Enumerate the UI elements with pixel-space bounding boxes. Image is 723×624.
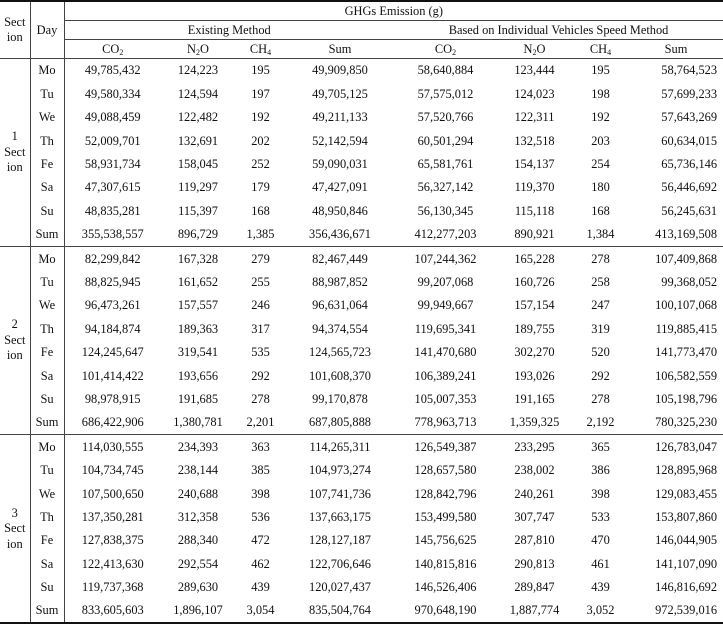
section-label-part: ion <box>6 348 23 363</box>
existing-sum-cell: 59,090,031 <box>312 157 368 172</box>
table-row <box>0 294 723 317</box>
table-row <box>0 199 723 222</box>
existing-n2o-cell: 292,554 <box>177 556 219 571</box>
individual-co2-cell: 105,007,353 <box>414 391 477 406</box>
existing-sum-cell: 49,705,125 <box>312 86 368 101</box>
existing-ch4-cell: 398 <box>251 486 270 501</box>
table-row <box>0 411 723 435</box>
existing-ch4-cell: 279 <box>251 251 270 266</box>
individual-n2o-cell: 1,359,325 <box>497 411 572 435</box>
existing-ch4-cell: 202 <box>251 133 270 148</box>
individual-n2o-cell: 240,261 <box>514 486 555 501</box>
individual-sum-cell: 56,245,631 <box>661 203 718 218</box>
day-cell: Sum <box>30 223 64 247</box>
individual-co2-cell: 412,277,203 <box>394 223 497 247</box>
individual-sum-cell: 780,325,230 <box>629 411 723 435</box>
day-cell: Tu <box>30 271 64 294</box>
individual-ch4-cell: 3,052 <box>572 599 629 623</box>
individual-n2o-cell: 287,810 <box>514 533 555 548</box>
day-cell: We <box>30 106 64 129</box>
existing-sum-cell: 137,663,175 <box>309 509 371 524</box>
individual-n2o-cell: 132,518 <box>514 133 555 148</box>
table-row <box>0 82 723 105</box>
individual-co2-cell: 970,648,190 <box>394 599 497 623</box>
individual-sum-cell: 60,634,015 <box>661 133 718 148</box>
table-row <box>0 529 723 552</box>
existing-n2o-cell: 1,380,781 <box>161 411 235 435</box>
individual-n2o-cell: 124,023 <box>514 86 555 101</box>
individual-co2-cell: 106,389,241 <box>414 368 477 383</box>
individual-ch4-cell: 292 <box>591 368 610 383</box>
existing-co2-cell: 49,088,459 <box>64 106 161 129</box>
day-cell: Th <box>30 317 64 340</box>
existing-co2-cell: 58,931,734 <box>64 153 161 176</box>
table-row <box>0 317 723 340</box>
individual-ch4-cell: 386 <box>591 463 610 478</box>
existing-co2-cell: 94,184,874 <box>64 317 161 340</box>
day-cell: Sa <box>30 552 64 575</box>
header-row-2 <box>0 21 723 40</box>
individual-ch4-cell: 1,384 <box>572 223 629 247</box>
section-label <box>0 435 30 624</box>
header-section-line1: Sect <box>4 14 26 29</box>
existing-n2o-cell: 240,688 <box>177 486 219 501</box>
header-ch4-ind: $CH_4$ <box>572 40 629 59</box>
section-label <box>0 247 30 435</box>
existing-sum-cell: 687,805,888 <box>286 411 394 435</box>
individual-sum-cell: 107,409,868 <box>655 251 718 266</box>
individual-sum-cell: 146,816,692 <box>655 580 718 595</box>
individual-ch4-cell: 520 <box>591 345 610 360</box>
individual-n2o-cell: 160,726 <box>514 275 555 289</box>
existing-sum-cell: 356,436,671 <box>286 223 394 247</box>
day-cell: Tu <box>30 459 64 482</box>
existing-co2-cell: 98,978,915 <box>64 387 161 410</box>
existing-n2o-cell: 288,340 <box>177 533 219 548</box>
header-individual-method: Based on Individual Vehicles Speed Method <box>394 21 723 40</box>
existing-sum-cell: 88,987,852 <box>312 275 368 289</box>
day-cell: Sum <box>30 599 64 623</box>
header-section-line2: ion <box>6 30 23 44</box>
header-day: Day <box>30 1 64 59</box>
header-sum-ind: Sum <box>629 40 723 59</box>
header-co2-ind: $CO_2$ <box>394 40 497 59</box>
individual-n2o-cell: 189,755 <box>514 321 555 336</box>
individual-n2o-cell: 890,921 <box>497 223 572 247</box>
table-row <box>0 247 723 271</box>
table-row <box>0 59 723 83</box>
existing-sum-cell: 48,950,846 <box>312 203 368 218</box>
existing-n2o-cell: 132,691 <box>177 133 219 148</box>
table-row <box>0 271 723 294</box>
existing-co2-cell: 119,737,368 <box>64 576 161 599</box>
existing-ch4-cell: 252 <box>251 157 270 172</box>
existing-co2-cell: 127,838,375 <box>64 529 161 552</box>
existing-sum-cell: 107,741,736 <box>309 486 371 501</box>
existing-co2-cell: 124,245,647 <box>64 341 161 364</box>
existing-n2o-cell: 289,630 <box>177 580 219 595</box>
day-cell: Sa <box>30 364 64 387</box>
table-row <box>0 599 723 623</box>
table-row <box>0 364 723 387</box>
individual-n2o-cell: 193,026 <box>514 368 555 383</box>
individual-n2o-cell: 165,228 <box>514 251 555 266</box>
existing-co2-cell: 47,307,615 <box>64 176 161 199</box>
table-row <box>0 153 723 176</box>
section-label-part: ion <box>6 536 23 551</box>
individual-ch4-cell: 258 <box>591 275 610 289</box>
individual-n2o-cell: 289,847 <box>514 580 555 595</box>
day-cell: Su <box>30 199 64 222</box>
table-row <box>0 341 723 364</box>
existing-ch4-cell: 292 <box>251 368 270 383</box>
existing-sum-cell: 82,467,449 <box>312 251 368 266</box>
individual-n2o-cell: 233,295 <box>514 439 555 454</box>
existing-sum-cell: 124,565,723 <box>309 345 371 360</box>
individual-co2-cell: 119,695,341 <box>414 321 477 336</box>
existing-n2o-cell: 115,397 <box>178 203 218 218</box>
existing-co2-cell: 82,299,842 <box>64 247 161 271</box>
existing-n2o-cell: 312,358 <box>177 509 219 524</box>
existing-ch4-cell: 535 <box>251 345 270 360</box>
existing-ch4-cell: 385 <box>251 463 270 478</box>
existing-ch4-cell: 168 <box>251 203 270 218</box>
existing-n2o-cell: 161,652 <box>177 275 219 289</box>
existing-n2o-cell: 157,557 <box>177 298 219 313</box>
existing-sum-cell: 128,127,187 <box>309 533 371 548</box>
existing-co2-cell: 114,030,555 <box>64 435 161 459</box>
section-label-part: 2 <box>11 317 18 332</box>
individual-co2-cell: 146,526,406 <box>414 580 477 595</box>
table-row <box>0 129 723 152</box>
individual-sum-cell: 141,107,090 <box>655 556 718 571</box>
day-cell: Fe <box>30 529 64 552</box>
individual-ch4-cell: 439 <box>591 580 610 595</box>
day-cell: Su <box>30 576 64 599</box>
individual-sum-cell: 99,368,052 <box>661 275 718 289</box>
individual-ch4-cell: 470 <box>591 533 610 548</box>
individual-co2-cell: 60,501,294 <box>417 133 474 148</box>
header-ch4: $CH_4$ <box>235 40 286 59</box>
individual-sum-cell: 413,169,508 <box>629 223 723 247</box>
header-ghg-group: GHGs Emission (g) <box>64 1 723 21</box>
existing-co2-cell: 833,605,603 <box>64 599 161 623</box>
individual-ch4-cell: 192 <box>591 110 610 125</box>
individual-sum-cell: 126,783,047 <box>655 439 718 454</box>
header-existing-method: Existing Method <box>64 21 394 40</box>
existing-sum-cell: 99,170,878 <box>312 391 368 406</box>
header-sum: Sum <box>286 40 394 59</box>
individual-ch4-cell: 2,192 <box>572 411 629 435</box>
individual-co2-cell: 65,581,761 <box>417 157 474 172</box>
individual-ch4-cell: 168 <box>591 203 610 218</box>
individual-sum-cell: 105,198,796 <box>655 391 718 406</box>
individual-ch4-cell: 195 <box>591 63 610 78</box>
section-label <box>0 59 30 247</box>
individual-co2-cell: 153,499,580 <box>414 509 477 524</box>
existing-n2o-cell: 896,729 <box>161 223 235 247</box>
day-cell: Fe <box>30 341 64 364</box>
individual-co2-cell: 126,549,387 <box>414 439 477 454</box>
individual-n2o-cell: 302,270 <box>514 345 555 360</box>
existing-ch4-cell: 536 <box>251 509 270 524</box>
individual-sum-cell: 65,736,146 <box>661 157 718 172</box>
individual-co2-cell: 99,207,068 <box>417 275 474 289</box>
table-row <box>0 435 723 459</box>
existing-ch4-cell: 363 <box>251 439 270 454</box>
existing-co2-cell: 137,350,281 <box>64 505 161 528</box>
existing-co2-cell: 104,734,745 <box>64 459 161 482</box>
section-label-part: 1 <box>11 129 18 144</box>
existing-sum-cell: 104,973,274 <box>309 463 371 478</box>
existing-co2-cell: 49,580,334 <box>64 82 161 105</box>
header-section <box>0 1 30 59</box>
individual-sum-cell: 128,895,968 <box>655 463 718 478</box>
existing-n2o-cell: 167,328 <box>177 251 219 266</box>
header-row-3 <box>0 40 723 59</box>
header-row-1 <box>0 1 723 21</box>
existing-ch4-cell: 195 <box>251 63 270 78</box>
individual-n2o-cell: 307,747 <box>514 509 555 524</box>
day-cell: Th <box>30 129 64 152</box>
individual-co2-cell: 56,130,345 <box>417 203 474 218</box>
individual-co2-cell: 128,842,796 <box>414 486 477 501</box>
existing-co2-cell: 49,785,432 <box>64 59 161 83</box>
day-cell: Mo <box>30 59 64 83</box>
section-label-part: Sect <box>4 332 26 347</box>
existing-ch4-cell: 246 <box>251 298 270 313</box>
header-n2o: $N_2O$ <box>161 40 235 59</box>
individual-sum-cell: 58,764,523 <box>661 63 718 78</box>
day-cell: Mo <box>30 435 64 459</box>
existing-ch4-cell: 317 <box>251 321 270 336</box>
existing-sum-cell: 101,608,370 <box>309 368 371 383</box>
individual-ch4-cell: 278 <box>591 391 610 406</box>
individual-ch4-cell: 461 <box>591 556 610 571</box>
individual-n2o-cell: 1,887,774 <box>497 599 572 623</box>
table-row <box>0 387 723 410</box>
individual-sum-cell: 56,446,692 <box>661 180 718 195</box>
existing-ch4-cell: 3,054 <box>235 599 286 623</box>
individual-co2-cell: 128,657,580 <box>414 463 477 478</box>
day-cell: We <box>30 482 64 505</box>
existing-sum-cell: 120,027,437 <box>309 580 371 595</box>
individual-sum-cell: 146,044,905 <box>655 533 718 548</box>
individual-n2o-cell: 123,444 <box>514 63 555 78</box>
individual-co2-cell: 778,963,713 <box>394 411 497 435</box>
day-cell: Mo <box>30 247 64 271</box>
existing-n2o-cell: 124,594 <box>177 86 219 101</box>
individual-ch4-cell: 398 <box>591 486 610 501</box>
individual-sum-cell: 57,699,233 <box>661 86 718 101</box>
individual-co2-cell: 58,640,884 <box>417 63 474 78</box>
table-row <box>0 176 723 199</box>
existing-ch4-cell: 278 <box>251 391 270 406</box>
existing-co2-cell: 96,473,261 <box>64 294 161 317</box>
individual-ch4-cell: 365 <box>591 439 610 454</box>
existing-n2o-cell: 124,223 <box>177 63 219 78</box>
individual-ch4-cell: 247 <box>591 298 610 313</box>
table-row <box>0 459 723 482</box>
existing-sum-cell: 52,142,594 <box>312 133 368 148</box>
existing-ch4-cell: 1,385 <box>235 223 286 247</box>
individual-ch4-cell: 198 <box>591 86 610 101</box>
existing-co2-cell: 107,500,650 <box>64 482 161 505</box>
table-row <box>0 552 723 575</box>
existing-ch4-cell: 197 <box>251 86 270 101</box>
existing-n2o-cell: 122,482 <box>177 110 219 125</box>
existing-sum-cell: 114,265,311 <box>309 439 371 454</box>
existing-n2o-cell: 238,144 <box>177 463 219 478</box>
day-cell: Sum <box>30 411 64 435</box>
table-row <box>0 482 723 505</box>
day-cell: Tu <box>30 82 64 105</box>
existing-n2o-cell: 234,393 <box>177 439 219 454</box>
section-label-part: Sect <box>4 144 26 159</box>
existing-ch4-cell: 462 <box>251 556 270 571</box>
existing-sum-cell: 835,504,764 <box>286 599 394 623</box>
header-n2o-ind: $N_2O$ <box>497 40 572 59</box>
existing-ch4-cell: 179 <box>251 180 270 195</box>
individual-sum-cell: 153,807,860 <box>655 509 718 524</box>
individual-n2o-cell: 122,311 <box>514 110 555 125</box>
existing-sum-cell: 122,706,646 <box>309 556 371 571</box>
day-cell: Sa <box>30 176 64 199</box>
individual-ch4-cell: 254 <box>591 157 610 172</box>
individual-n2o-cell: 157,154 <box>514 298 555 313</box>
existing-n2o-cell: 189,363 <box>177 321 219 336</box>
existing-ch4-cell: 472 <box>251 533 270 548</box>
table-row <box>0 576 723 599</box>
existing-n2o-cell: 158,045 <box>177 157 219 172</box>
existing-n2o-cell: 1,896,107 <box>161 599 235 623</box>
day-cell: Su <box>30 387 64 410</box>
individual-ch4-cell: 203 <box>591 133 610 148</box>
table-row <box>0 505 723 528</box>
individual-n2o-cell: 191,165 <box>514 391 555 406</box>
existing-sum-cell: 94,374,554 <box>312 321 368 336</box>
section-label-part: Sect <box>4 521 26 536</box>
existing-n2o-cell: 319,541 <box>177 345 219 360</box>
existing-sum-cell: 47,427,091 <box>312 180 368 195</box>
existing-co2-cell: 122,413,630 <box>64 552 161 575</box>
individual-n2o-cell: 119,370 <box>514 180 555 195</box>
existing-ch4-cell: 192 <box>251 110 270 125</box>
existing-co2-cell: 355,538,557 <box>64 223 161 247</box>
existing-ch4-cell: 255 <box>251 275 270 289</box>
existing-sum-cell: 49,211,133 <box>312 110 368 125</box>
individual-sum-cell: 106,582,559 <box>655 368 718 383</box>
section-label-part: ion <box>6 160 23 175</box>
individual-ch4-cell: 278 <box>591 251 610 266</box>
individual-co2-cell: 57,575,012 <box>417 86 474 101</box>
individual-sum-cell: 972,539,016 <box>629 599 723 623</box>
table-row <box>0 223 723 247</box>
individual-ch4-cell: 319 <box>591 321 610 336</box>
existing-co2-cell: 52,009,701 <box>64 129 161 152</box>
existing-co2-cell: 48,835,281 <box>64 199 161 222</box>
individual-n2o-cell: 290,813 <box>514 556 555 571</box>
individual-co2-cell: 107,244,362 <box>414 251 477 266</box>
existing-sum-cell: 49,909,850 <box>312 63 368 78</box>
day-cell: We <box>30 294 64 317</box>
individual-sum-cell: 100,107,068 <box>655 298 718 313</box>
existing-ch4-cell: 2,201 <box>235 411 286 435</box>
existing-n2o-cell: 193,656 <box>177 368 219 383</box>
day-cell: Th <box>30 505 64 528</box>
existing-n2o-cell: 191,685 <box>177 391 219 406</box>
individual-n2o-cell: 115,118 <box>514 203 555 218</box>
individual-sum-cell: 129,083,455 <box>655 486 718 501</box>
existing-n2o-cell: 119,297 <box>178 180 218 195</box>
existing-ch4-cell: 439 <box>251 580 270 595</box>
existing-co2-cell: 88,825,945 <box>64 271 161 294</box>
individual-co2-cell: 140,815,816 <box>414 556 477 571</box>
table-row <box>0 106 723 129</box>
day-cell: Fe <box>30 153 64 176</box>
existing-sum-cell: 96,631,064 <box>312 298 368 313</box>
header-co2: $CO_2$ <box>64 40 161 59</box>
individual-co2-cell: 57,520,766 <box>417 110 474 125</box>
individual-sum-cell: 119,885,415 <box>655 321 718 336</box>
individual-co2-cell: 56,327,142 <box>417 180 474 195</box>
individual-co2-cell: 145,756,625 <box>414 533 477 548</box>
individual-sum-cell: 141,773,470 <box>655 345 718 360</box>
individual-n2o-cell: 154,137 <box>514 157 555 172</box>
individual-n2o-cell: 238,002 <box>514 463 555 478</box>
individual-ch4-cell: 533 <box>591 509 610 524</box>
individual-sum-cell: 57,643,269 <box>661 110 718 125</box>
existing-co2-cell: 101,414,422 <box>64 364 161 387</box>
individual-co2-cell: 99,949,667 <box>417 298 474 313</box>
individual-co2-cell: 141,470,680 <box>414 345 477 360</box>
existing-co2-cell: 686,422,906 <box>64 411 161 435</box>
individual-ch4-cell: 180 <box>591 180 610 195</box>
section-label-part: 3 <box>11 505 18 520</box>
